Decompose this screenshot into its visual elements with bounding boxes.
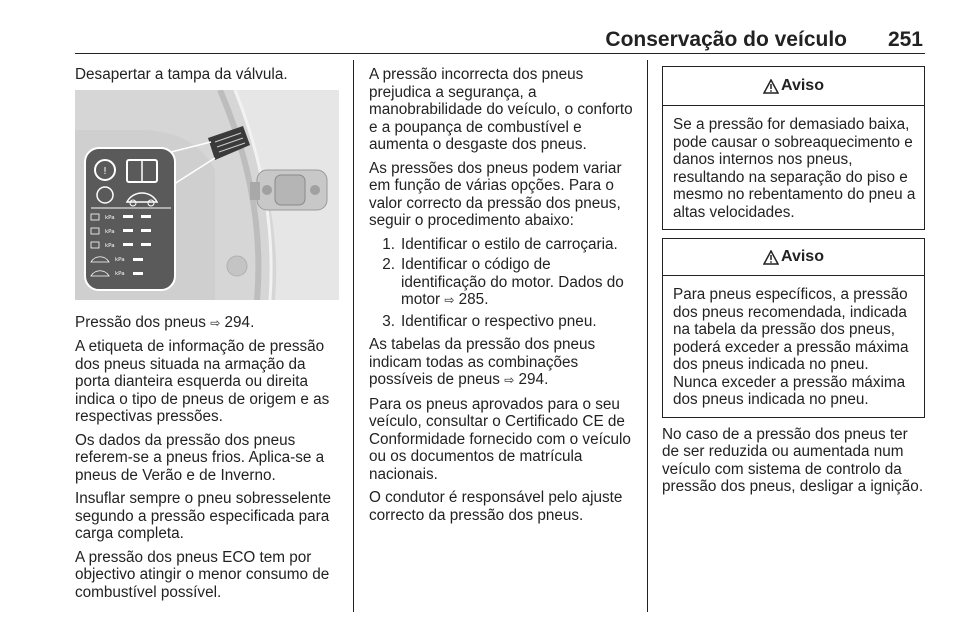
- reference-arrow-icon: ⇨: [210, 315, 221, 330]
- column-divider: [647, 60, 648, 612]
- paragraph: A etiqueta de informação de pressão dos pneus situada na armação da porta dianteira esquerda ou direita indica o tipo de pneus de origem e as respectivas pressões.: [75, 338, 330, 425]
- paragraph: Insuflar sempre o pneu sobresselente segundo a pressão especificada para carga completa.: [75, 490, 331, 542]
- paragraph: A pressão incorrecta dos pneus prejudica a segurança, a manobrabilidade do veículo, o conforto e a poupança de combustível e aumenta o desgaste dos pneus.: [369, 66, 633, 153]
- tire-pressure-label-figure: [75, 90, 339, 300]
- column-divider: [353, 60, 354, 612]
- warning-box: [662, 66, 925, 230]
- page-header: [75, 26, 925, 54]
- warning-header: [663, 239, 924, 276]
- paragraph: Os dados da pressão dos pneus referem-se a pneus frios. Aplica-se a pneus de Verão e de Inverno.: [75, 431, 325, 484]
- section-title: Conservação do veículo: [605, 28, 847, 51]
- page-reference: ⇨ 294: [210, 313, 251, 331]
- header-rule: [75, 53, 925, 54]
- warning-header: [663, 67, 924, 106]
- warning-text: Para pneus específicos, a pressão dos pneus recomendada, indicada na tabela da pressão dos pneus, poderá exceder a pressão máxima dos pneus indicada no pneu. Nunca exceder a pressão máxima dos pneus indicada no pneu.: [673, 286, 909, 408]
- pressure-unit-label: kPa: [115, 270, 125, 277]
- warning-text: Se a pressão for demasiado baixa, pode causar o sobreaquecimento e danos internos nos pneus, resultando na separação do piso e mesmo no rebentamento do pneu a altas velocidades.: [673, 116, 916, 221]
- pressure-unit-label: kPa: [105, 242, 115, 249]
- paragraph: O condutor é responsável pelo ajuste correcto da pressão dos pneus.: [369, 489, 623, 524]
- warning-title: Aviso: [781, 77, 824, 95]
- warning-triangle-icon: [763, 79, 779, 94]
- pressure-unit-label: kPa: [105, 228, 115, 235]
- paragraph: No caso de a pressão dos pneus ter de ser reduzida ou aumentada num veículo com sistema de controlo da pressão dos pneus, desligar a ignição.: [662, 425, 924, 495]
- paragraph: As tabelas da pressão dos pneus indicam todas as combinações possíveis de pneus ⇨ 294.: [369, 336, 596, 388]
- door-hinge-illustration: [250, 170, 327, 210]
- warning-triangle-icon: [763, 250, 779, 265]
- warning-box: [662, 238, 925, 418]
- paragraph: Pressão dos pneus ⇨ 294.: [75, 313, 255, 331]
- reference-arrow-icon: ⇨: [504, 373, 515, 387]
- paragraph: Desapertar a tampa da válvula.: [75, 66, 288, 83]
- paragraph: As pressões dos pneus podem variar em função de várias opções. Para o valor correcto da pressão dos pneus, seguir o procedimento abaixo:: [369, 159, 622, 229]
- list-item: 1. Identificar o estilo de carroçaria.: [382, 235, 618, 253]
- page-reference: ⇨ 294: [504, 371, 545, 388]
- page-reference: ⇨ 285: [444, 291, 485, 308]
- door-frame-illustration: [75, 90, 339, 300]
- paragraph: A pressão dos pneus ECO tem por objectivo atingir o menor consumo de combustível possível.: [75, 548, 330, 601]
- pressure-unit-label: kPa: [105, 214, 115, 221]
- procedure-list: [369, 236, 633, 331]
- column-middle: [369, 66, 633, 530]
- svg-text:!: !: [102, 165, 108, 177]
- page-number: 251: [887, 28, 923, 51]
- column-right: [662, 66, 925, 502]
- list-item: 2. Identificar o código de identificação do motor. Dados do motor ⇨ 285.: [382, 256, 624, 308]
- reference-arrow-icon: ⇨: [444, 293, 455, 307]
- pressure-unit-label: kPa: [115, 256, 125, 263]
- list-item: 3. Identificar o respectivo pneu.: [382, 312, 597, 330]
- warning-title: Aviso: [781, 248, 824, 266]
- column-left: [75, 66, 341, 607]
- paragraph: Para os pneus aprovados para o seu veículo, consultar o Certificado CE de Conformidade fornecido com o veículo ou os documentos de matrícula nacionais.: [369, 395, 631, 483]
- pressure-label-callout: [85, 148, 175, 290]
